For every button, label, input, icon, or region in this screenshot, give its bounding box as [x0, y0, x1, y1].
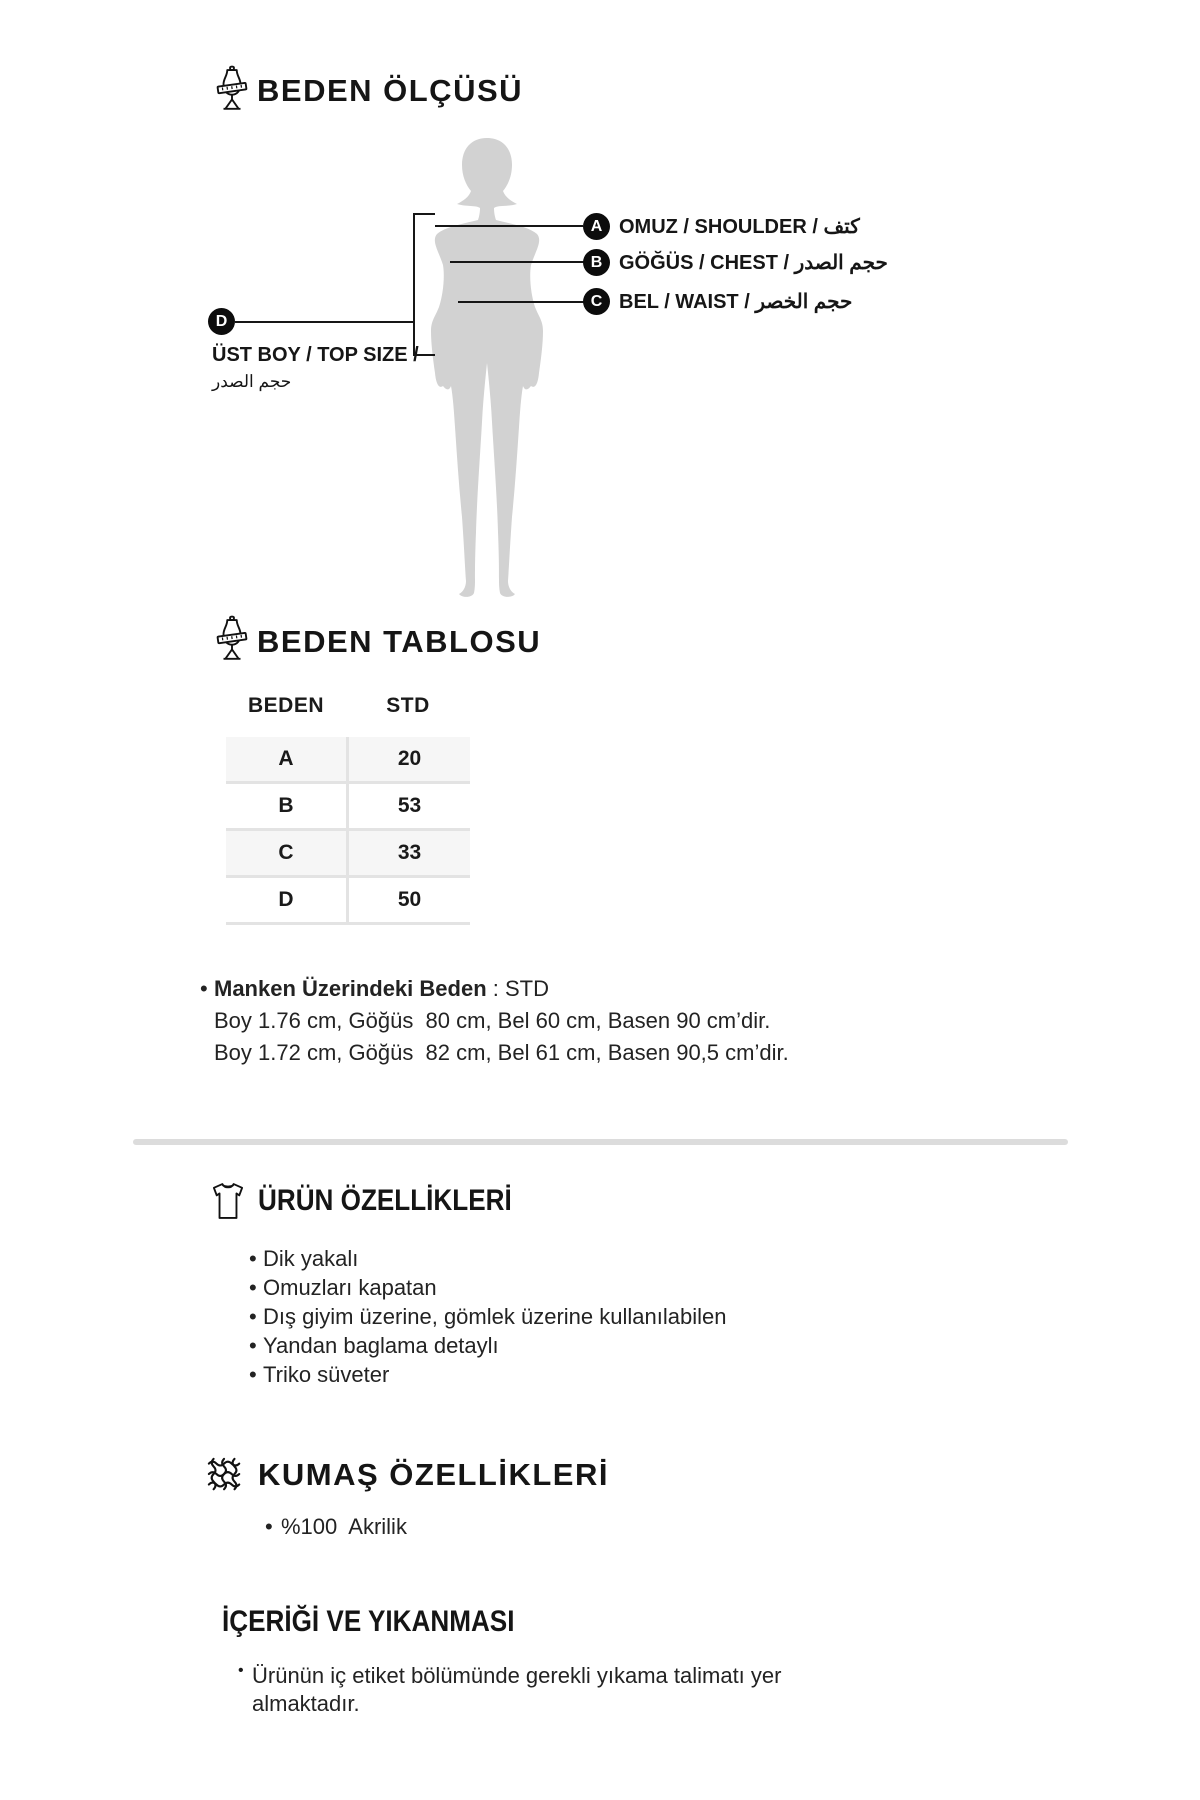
table-row [226, 781, 470, 828]
feature-item: • Dik yakalı [249, 1244, 726, 1273]
mannequin-note-value: : STD [486, 976, 549, 1001]
shoulder-line [435, 225, 583, 227]
product-features-list [249, 1244, 726, 1389]
dress-form-icon [215, 64, 249, 114]
mannequin-note-label: Manken Üzerindeki Beden [214, 976, 487, 1001]
column-header-std: STD [386, 694, 430, 717]
table-row [226, 737, 470, 781]
feature-item: • Triko süveter [249, 1360, 726, 1389]
section-title-size-table: BEDEN TABLOSU [257, 624, 542, 659]
section-divider [133, 1139, 1068, 1145]
feature-item: • Yandan baglama detaylı [249, 1331, 726, 1360]
section-title-care: İÇERİĞİ VE YIKANMASI [222, 1605, 515, 1638]
tshirt-icon [212, 1181, 244, 1221]
row-value: 53 [346, 784, 470, 828]
section-title-product-features: ÜRÜN ÖZELLİKLERİ [258, 1184, 512, 1217]
label-top-size: ÜST BOY / TOP SIZE / [212, 344, 419, 366]
row-key: D [278, 888, 294, 911]
fabric-item: • %100 Akrilik [265, 1513, 407, 1541]
row-value: 33 [346, 831, 470, 875]
mannequin-measure-line: Boy 1.76 cm, Göğüs 80 cm, Bel 60 cm, Basen 90 cm’dir. [214, 1008, 771, 1033]
top-size-line [235, 321, 413, 323]
label-waist: BEL / WAIST / حجم الخصر [619, 291, 853, 313]
label-shoulder: OMUZ / SHOULDER / كتف [619, 216, 860, 238]
label-chest: GÖĞÜS / CHEST / حجم الصدر [619, 252, 888, 274]
care-note [238, 1662, 1200, 1718]
mannequin-note [200, 973, 789, 1069]
mannequin-measure-line: Boy 1.72 cm, Göğüs 82 cm, Bel 61 cm, Basen 90,5 cm’dir. [214, 1040, 789, 1065]
top-size-bracket [413, 213, 435, 356]
care-line: almaktadır. [252, 1691, 360, 1716]
body-silhouette [425, 137, 555, 600]
mannequin-note-line [200, 973, 789, 1005]
badge-b: B [583, 249, 610, 276]
table-row [226, 875, 470, 922]
fabric-list [265, 1513, 407, 1541]
feature-item: • Dış giyim üzerine, gömlek üzerine kullanılabilen [249, 1302, 726, 1331]
column-header-beden: BEDEN [247, 694, 324, 717]
size-table [226, 737, 470, 925]
table-row [226, 828, 470, 875]
row-value: 20 [346, 737, 470, 781]
section-title-size-measure: BEDEN ÖLÇÜSÜ [257, 73, 524, 108]
badge-a: A [583, 213, 610, 240]
dress-form-icon [215, 614, 249, 664]
badge-c: C [583, 288, 610, 315]
care-line: • Ürünün iç etiket bölümünde gerekli yıkama talimatı yer [252, 1663, 782, 1688]
row-key: C [278, 841, 294, 864]
label-top-size-arabic: حجم الصدر [212, 372, 292, 391]
chest-line [450, 261, 584, 263]
section-title-fabric: KUMAŞ ÖZELLİKLERİ [258, 1457, 609, 1492]
waist-line [458, 301, 584, 303]
feature-item: • Omuzları kapatan [249, 1273, 726, 1302]
size-table-header [226, 694, 470, 718]
fabric-icon [206, 1453, 244, 1499]
row-value: 50 [346, 878, 470, 922]
row-key: A [278, 747, 294, 770]
badge-d: D [208, 308, 235, 335]
row-key: B [278, 794, 294, 817]
